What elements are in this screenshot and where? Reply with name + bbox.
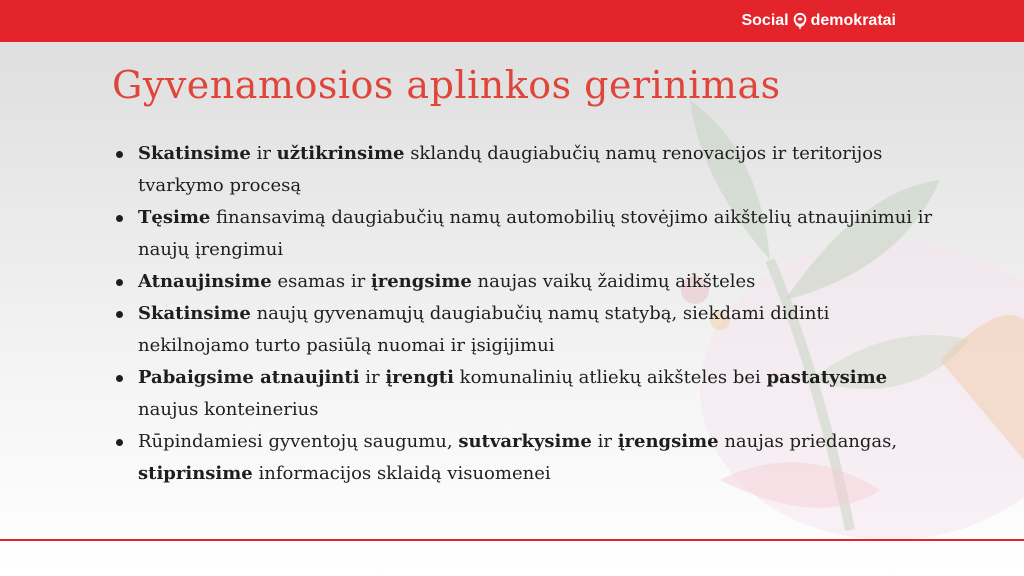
bullet-dot xyxy=(116,279,123,286)
bold-text: stiprinsime xyxy=(138,463,253,484)
bullet-text: naujas vaikų žaidimų aikšteles xyxy=(471,271,756,292)
bold-text: pastatysime xyxy=(766,367,888,388)
bullet-item xyxy=(112,266,942,298)
bullet-text: naujus konteinerius xyxy=(138,399,319,420)
bottom-rule xyxy=(0,539,1024,541)
bullet-text: ir xyxy=(250,143,277,164)
bullet-dot xyxy=(116,311,123,318)
bullet-dot xyxy=(116,375,123,382)
bullet-text: esamas ir xyxy=(271,271,371,292)
bullet-text: naujų gyvenamųjų daugiabučių namų statybą, siekdami didinti nekilnojamo turto pasiūlą nuomai ir įsigijimui xyxy=(138,303,830,356)
bullet-list xyxy=(112,138,942,490)
slide-title: Gyvenamosios aplinkos gerinimas xyxy=(112,63,781,107)
top-bar xyxy=(0,0,1024,42)
bullet-text: finansavimą daugiabučių namų automobilių stovėjimo aikštelių atnaujinimui ir naujų įrengimui xyxy=(138,207,933,260)
bold-text: Atnaujinsime xyxy=(138,271,272,292)
brand-logo xyxy=(741,10,896,32)
bold-text: užtikrinsime xyxy=(276,143,405,164)
bold-text: įrengsime xyxy=(370,271,472,292)
bullet-item xyxy=(112,202,942,266)
bullet-dot xyxy=(116,151,123,158)
bullet-text: sklandų daugiabučių namų renovacijos ir teritorijos tvarkymo procesą xyxy=(138,143,883,196)
bullet-text: informacijos sklaidą visuomenei xyxy=(252,463,551,484)
bullet-text: komunalinių atliekų aikšteles bei xyxy=(453,367,767,388)
bold-text: Pabaigsime atnaujinti xyxy=(138,367,360,388)
brand-social: Social xyxy=(741,12,789,29)
bullet-dot xyxy=(116,215,123,222)
bold-text: sutvarkysime xyxy=(458,431,592,452)
bold-text: Skatinsime xyxy=(138,143,251,164)
bullet-text: naujas priedangas, xyxy=(718,431,898,452)
bullet-text: Rūpindamiesi gyventojų saugumu, xyxy=(138,431,459,452)
bold-text: įrengti xyxy=(385,367,454,388)
bullet-item xyxy=(112,362,942,426)
bullet-dot xyxy=(116,439,123,446)
bold-text: Skatinsime xyxy=(138,303,251,324)
rose-icon xyxy=(791,12,809,30)
bullet-item xyxy=(112,138,942,202)
bold-text: Tęsime xyxy=(138,207,211,228)
bullet-text: ir xyxy=(359,367,386,388)
brand-demokratai: demokratai xyxy=(810,12,896,29)
bullet-text: ir xyxy=(591,431,618,452)
bold-text: įrengsime xyxy=(617,431,719,452)
bullet-item xyxy=(112,298,942,362)
bullet-item xyxy=(112,426,942,490)
